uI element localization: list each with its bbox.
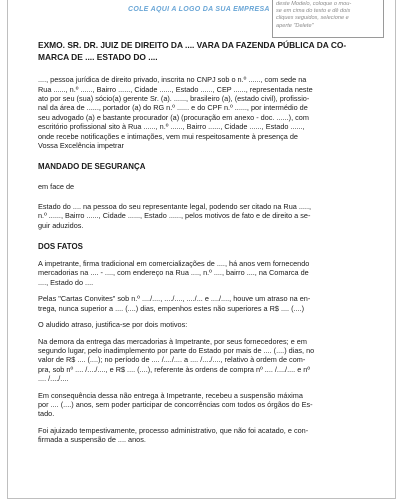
paragraph-line: Em consequência dessa não entrega à Impetrante, recebeu a suspensão máxima bbox=[38, 390, 303, 400]
intro-paragraph bbox=[38, 75, 362, 150]
tip-line: deste Modelo, coloque o mou- bbox=[276, 1, 352, 7]
facts-paragraph-6 bbox=[38, 426, 362, 445]
paragraph-line: onde recebe notificações e intimações, vem mui respeitosamente à presença de bbox=[38, 131, 298, 141]
paragraph-line: firmada a suspensão de .... anos. bbox=[38, 435, 146, 445]
paragraph-line: nal da área de ......, portador (a) do RG n.º ...... e do CPF n.º ......, por intermédio de bbox=[38, 103, 308, 113]
paragraph-line: ato por seu (sua) sócio(a) gerente Sr. (a). ......, brasileiro (a), (estado civil), profissio- bbox=[38, 94, 310, 103]
facts-section-title: DOS FATOS bbox=[38, 242, 83, 252]
instruction-tip-box bbox=[272, 0, 384, 38]
paragraph-line: valor de R$ .... (....); no período de .... /..../.... a .... /..../...., relativo à ordem de com- bbox=[38, 355, 306, 365]
facts-paragraph-4 bbox=[38, 337, 362, 384]
paragraph-line: .... /..../.... bbox=[38, 374, 69, 384]
paragraph-line: tado. bbox=[38, 409, 55, 419]
action-title: MANDADO DE SEGURANÇA bbox=[38, 162, 146, 172]
facts-paragraph-3 bbox=[38, 320, 362, 329]
logo-placeholder: COLE AQUI A LOGO DA SUA EMPRESA bbox=[128, 6, 270, 13]
facts-paragraph-1 bbox=[38, 259, 362, 287]
paragraph-line: mercadorias na .... - ...., com endereço na Rua ...., n.º ...., bairro ...., na Comarca de bbox=[38, 268, 309, 278]
paragraph-line: pra, sob nº .... /..../...., e R$ .... (....), referente às ordens de compra nº .... /..../.... e nº bbox=[38, 364, 311, 374]
paragraph-line: escritório profissional sito à Rua ......, n.º ......, Bairro ......, Cidade ......, Estado ......, bbox=[38, 122, 305, 132]
against-line: em face de bbox=[38, 182, 75, 192]
paragraph-line: Pelas "Cartas Convites" sob n.º ..../...., ..../...., ..../... e ..../...., houve um atraso na en- bbox=[38, 294, 311, 304]
paragraph-line: Vossa Excelência impetrar bbox=[38, 141, 124, 151]
paragraph-line: A impetrante, firma tradicional em comercializações de ...., há anos vem fornecendo bbox=[38, 259, 310, 269]
paragraph-line: O aludido atraso, justifica-se por dois motivos: bbox=[38, 320, 188, 330]
tip-line: aperte "Delete" bbox=[276, 22, 314, 29]
paragraph-line: segundo lugar, pelo inadimplemento por parte do Estado por mais de .... (....) dias, no bbox=[38, 345, 315, 355]
addressee-line: EXMO. SR. DR. JUIZ DE DIREITO DA .... VARA DA FAZENDA PÚBLICA DA CO- bbox=[38, 40, 347, 50]
paragraph-line: Rua ......, n.º ......, Bairro ......, Cidade ......, Estado ......, CEP ......, representada neste bbox=[38, 84, 313, 94]
addressee-line: MARCA DE .... ESTADO DO .... bbox=[38, 51, 158, 62]
addressee-heading bbox=[38, 40, 362, 63]
facts-paragraph-2 bbox=[38, 294, 362, 313]
paragraph-line: Foi ajuizado tempestivamente, processo administrativo, que não foi acatado, e con- bbox=[38, 425, 309, 435]
tip-line: cliques seguidos, selecione e bbox=[276, 15, 349, 22]
document-body bbox=[38, 40, 362, 445]
paragraph-line: seu advogado (a) e bastante procurador (a) (procuração em anexo - doc. ......), com bbox=[38, 112, 309, 122]
paragraph-line: Na demora da entrega das mercadorias à Impetrante, por seus fornecedores; e em bbox=[38, 336, 307, 346]
facts-paragraph-5 bbox=[38, 391, 362, 419]
paragraph-line: Estado do .... na pessoa do seu representante legal, podendo ser citado na Rua ....., bbox=[38, 201, 312, 211]
paragraph-line: ...., pessoa jurídica de direito privado, inscrita no CNPJ sob o n.º ......, com sede na bbox=[38, 75, 307, 85]
paragraph-line: por .... (....) anos, sem poder participar de concorrências com todos os órgãos do Es- bbox=[38, 399, 313, 409]
paragraph-line: trega, nunca superior a .... (....) dias, empenhos estes não superiores a R$ .... (....) bbox=[38, 303, 305, 313]
paragraph-line: ...., Estado do .... bbox=[38, 277, 94, 287]
tip-line: se em cima do texto e dê dois bbox=[276, 8, 351, 15]
paragraph-line: n.º ......, Bairro ......, Cidade ......, Estado ......, pelos motivos de fato e de direito a se- bbox=[38, 211, 311, 221]
paragraph-line: guir aduzidos. bbox=[38, 220, 84, 230]
defendant-paragraph bbox=[38, 202, 362, 230]
